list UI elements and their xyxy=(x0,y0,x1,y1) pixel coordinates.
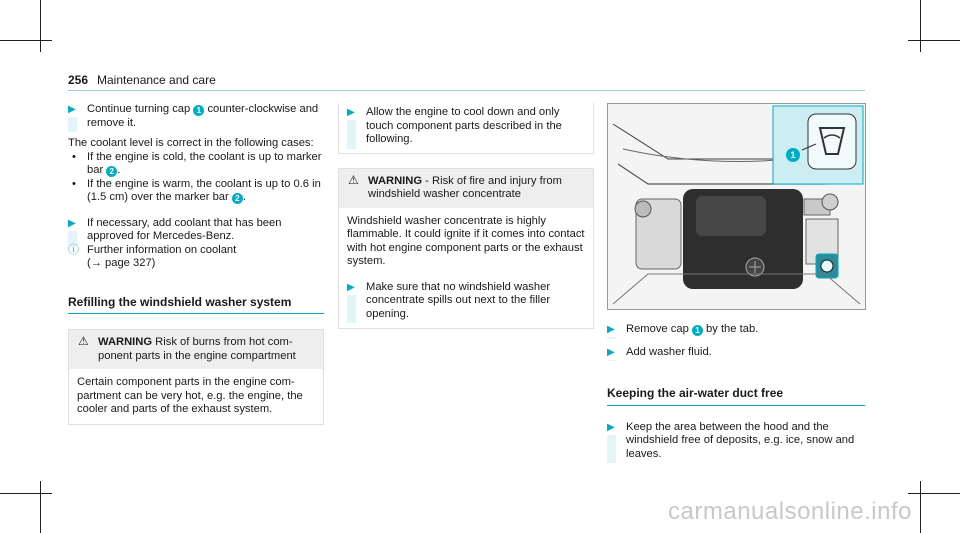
step-bar xyxy=(347,295,356,324)
page-reference-link[interactable]: (→ page 327) xyxy=(87,257,156,269)
step-remove-cap xyxy=(607,323,865,337)
callout-badge: 1 xyxy=(193,105,204,116)
crop-mark xyxy=(0,493,52,494)
page-number: 256 xyxy=(68,73,89,87)
column-1 xyxy=(68,103,324,425)
section-name: Maintenance and care xyxy=(97,73,216,87)
warning-triangle-icon: ⚠ xyxy=(348,172,359,187)
step-text: Make sure that no windshield washer concentrate spills out next to the filler opening. xyxy=(366,280,551,320)
step-bar xyxy=(68,117,77,132)
crop-mark xyxy=(908,40,960,41)
step-arrow-icon: ▶ xyxy=(607,346,615,358)
step-text: Allow the engine to cool down and only touch component parts described in the following. xyxy=(366,106,562,145)
step-arrow-icon: ▶ xyxy=(68,217,76,229)
crop-mark xyxy=(40,481,41,533)
step-arrow-icon: ▶ xyxy=(607,421,615,433)
warning-header xyxy=(339,169,593,208)
engine-bay-illustration xyxy=(607,103,866,310)
crop-mark xyxy=(0,40,52,41)
crop-mark xyxy=(40,0,41,52)
warning-triangle-icon: ⚠ xyxy=(78,334,89,348)
list-item xyxy=(68,178,324,205)
warning-label: WARNING xyxy=(368,174,423,187)
crop-mark xyxy=(920,0,921,52)
step-allow-cool xyxy=(347,106,585,147)
step-add-coolant xyxy=(68,217,324,244)
watermark: carmanualsonline.info xyxy=(668,498,912,525)
warning-body xyxy=(339,208,593,329)
step-bar xyxy=(607,337,616,339)
warning-body-text: Windshield washer concentrate is highly flammable. It could ignite if it comes into contact with hot engine component parts or the exhaust system. xyxy=(347,214,585,267)
step-bar xyxy=(347,120,356,149)
warning-headline: - Risk of fire and injury from windshield washer concentrate xyxy=(368,174,562,200)
section-title-washer: Refilling the windshield washer system xyxy=(68,296,324,315)
step-text: Keep the area between the hood and the windshield free of deposits, e.g. ice, snow and leaves. xyxy=(626,420,855,460)
column-2 xyxy=(338,103,594,329)
step-arrow-icon: ▶ xyxy=(68,104,76,115)
warning-headline: Risk of burns from hot com-ponent parts in the engine compartment xyxy=(98,336,296,362)
list-item xyxy=(68,151,324,178)
step-bar xyxy=(607,435,616,464)
step-text: counter-clockwise and remove it. xyxy=(87,103,319,129)
engine-bay-drawing xyxy=(608,104,865,309)
header-rule xyxy=(68,90,865,91)
callout-badge: 1 xyxy=(692,325,703,336)
column-3 xyxy=(607,323,865,461)
step-text: Remove cap xyxy=(626,323,692,335)
step-no-spill xyxy=(347,281,585,322)
list-item-text: . xyxy=(242,191,246,203)
list-item-text: . xyxy=(117,164,121,176)
figure-callout-badge: 1 xyxy=(786,148,800,162)
warning-box xyxy=(338,168,594,330)
step-arrow-icon: ▶ xyxy=(347,107,355,118)
list-item-text: If the engine is cold, the coolant is up to marker bar xyxy=(87,150,322,176)
info-text: Further information on coolant xyxy=(87,243,237,256)
paragraph: The coolant level is correct in the following cases: xyxy=(68,137,314,149)
section-title-air-water-duct: Keeping the air-water duct free xyxy=(607,387,865,406)
bullet-list xyxy=(68,151,324,205)
step-keep-free xyxy=(607,421,865,462)
warning-body: Certain component parts in the engine com-partment can be very hot, e.g. the engine, the cooler and parts of the exhaust system. xyxy=(77,376,303,415)
step-arrow-icon: ▶ xyxy=(347,281,355,293)
info-icon: ⓘ xyxy=(68,243,79,256)
info-note xyxy=(68,244,324,271)
step-continue-turning xyxy=(68,103,324,130)
warning-header xyxy=(69,330,323,369)
step-arrow-icon: ▶ xyxy=(607,324,615,335)
warning-label: WARNING xyxy=(98,336,153,348)
step-text: If necessary, add coolant that has been approved for Mercedes-Benz. xyxy=(87,216,282,242)
step-text: Continue turning cap xyxy=(87,103,194,115)
step-text: by the tab. xyxy=(702,323,759,335)
step-text: Add washer fluid. xyxy=(626,345,712,358)
step-add-fluid xyxy=(607,346,865,360)
step-bar xyxy=(607,360,616,362)
step-box xyxy=(338,103,594,154)
crop-mark xyxy=(920,481,921,533)
callout-badge: 2 xyxy=(232,193,243,204)
list-item-text: If the engine is warm, the coolant is up to 0.6 in (1.5 cm) over the marker bar xyxy=(87,177,321,203)
callout-badge: 2 xyxy=(106,166,117,177)
warning-box xyxy=(68,329,324,425)
crop-mark xyxy=(908,493,960,494)
